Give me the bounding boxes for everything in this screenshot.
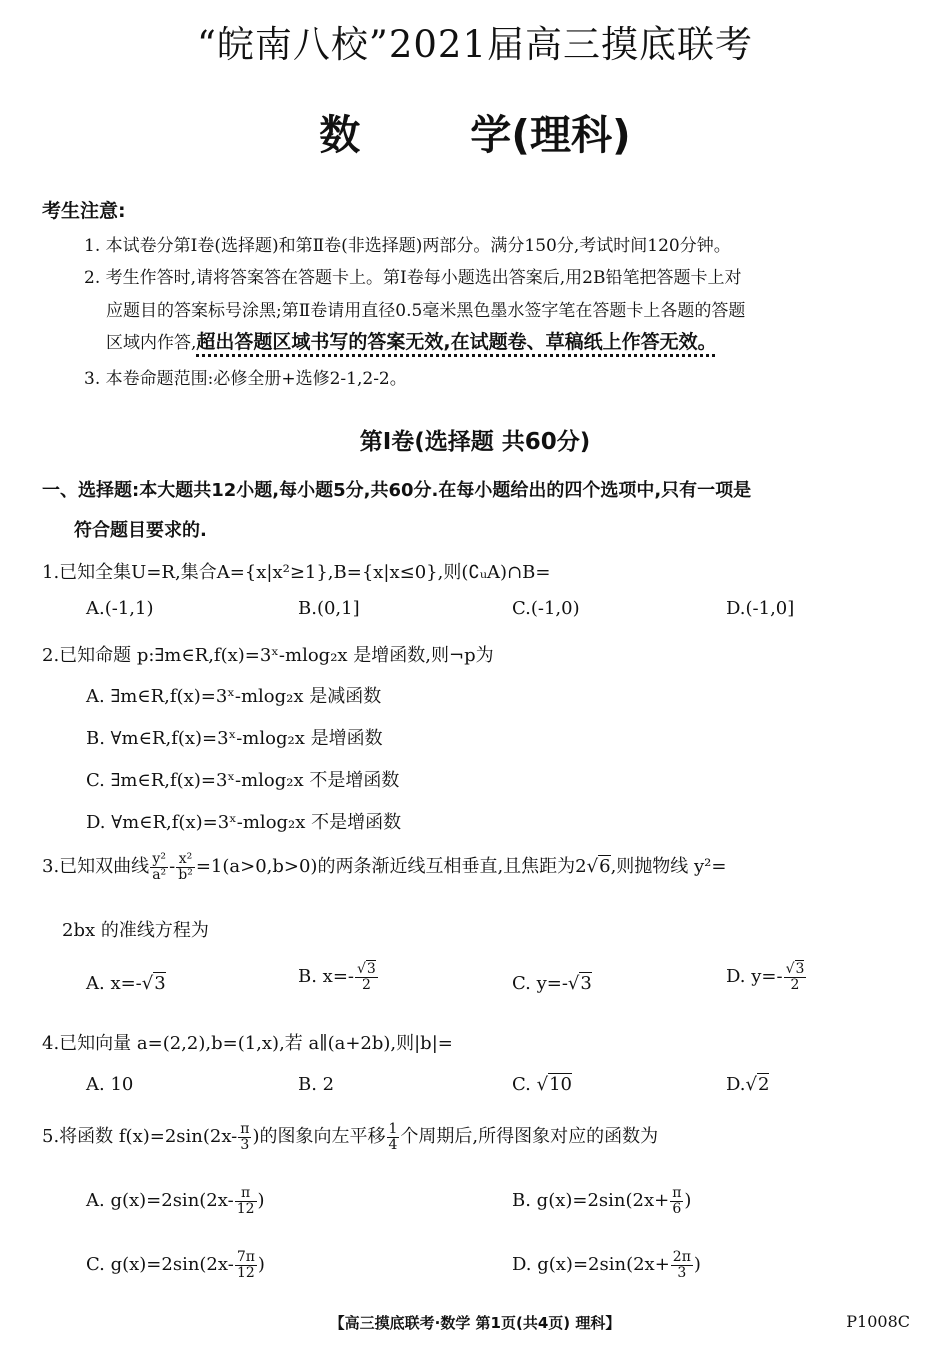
question-1-stem: 1.已知全集U=R,集合A={x|x²≥1},B={x|x≤0},则(∁ᵤA)∩B= (42, 562, 551, 583)
q5-fraction-quarter: $\frac{1}{4}$ (388, 1121, 398, 1153)
question-1-option-a: A.(-1,1) (86, 598, 154, 619)
q3-radicand: 6 (599, 856, 611, 878)
sqrt-icon: √ (536, 1074, 549, 1095)
question-4-stem: 4.已知向量 a=(2,2),b=(1,x),若 a∥(a+2b),则|b|= (42, 1033, 453, 1054)
q5-fraction-pi3: $\frac{\pi}{3}$ (240, 1121, 250, 1153)
question-1-option-d: D.(-1,0] (726, 598, 795, 619)
subject-part1: 数 (319, 111, 361, 159)
question-2-option-c: C. ∃m∈R,f(x)=3ˣ-mlog₂x 不是增函数 (86, 770, 400, 791)
notice-item-2-line-1: 2. 考生作答时,请将答案答在答题卡上。第Ⅰ卷每小题选出答案后,用2B铅笔把答题卡上对 (84, 268, 742, 288)
sqrt-icon: √ (586, 856, 599, 878)
paper-code: P1008C (846, 1312, 910, 1331)
question-3-option-a: A. x=-√3 (86, 973, 166, 994)
question-3-option-d: D. y=- $\frac{√3}{2}$ (726, 961, 805, 993)
notice-text: 区域内作答, (106, 333, 197, 353)
question-5-stem: 5.将函数 f(x)=2sin(2x- $\frac{\pi}{3}$ )的图象向左平移 $\frac{1}{4}$ 个周期后,所得图象对应的函数为 (42, 1121, 659, 1153)
q3-fraction-y: $\frac{\text{y²}}{\text{a²}}$ (152, 851, 167, 883)
q3-prefix: 3.已知双曲线 (42, 856, 150, 878)
sqrt-icon: √ (357, 961, 366, 977)
notice-item-1: 1. 本试卷分第Ⅰ卷(选择题)和第Ⅱ卷(非选择题)两部分。满分150分,考试时间120分钟。 (84, 236, 731, 256)
question-2-option-b: B. ∀m∈R,f(x)=3ˣ-mlog₂x 是增函数 (86, 728, 383, 749)
section-heading: 第Ⅰ卷(选择题 共60分) (359, 429, 591, 455)
question-3-stem-line-2: 2bx 的准线方程为 (62, 920, 209, 941)
q3-fraction-x: $\frac{\text{x²}}{\text{b²}}$ (178, 851, 193, 883)
q3-rest: =1(a>0,b>0)的两条渐近线互相垂直,且焦距为2 (195, 856, 587, 878)
sqrt-icon: √ (785, 961, 795, 977)
question-2-option-a: A. ∃m∈R,f(x)=3ˣ-mlog₂x 是减函数 (86, 686, 382, 707)
notice-item-2-line-2: 应题目的答案标号涂黑;第Ⅱ卷请用直径0.5毫米黑色墨水签字笔在答题卡上各题的答题 (106, 301, 746, 321)
notice-emphasis: 超出答题区域书写的答案无效,在试题卷、草稿纸上作答无效。 (196, 331, 717, 353)
question-1-option-c: C.(-1,0) (512, 598, 580, 619)
q3-b-fraction: $\frac{√3}{2}$ (357, 961, 376, 993)
question-5-option-d: D. g(x)=2sin(2x+ $\frac{2\pi}{3}$ ) (512, 1249, 701, 1281)
sqrt-icon: √ (745, 1074, 757, 1095)
question-2-option-d: D. ∀m∈R,f(x)=3ˣ-mlog₂x 不是增函数 (86, 812, 402, 833)
notice-item-3: 3. 本卷命题范围:必修全册+选修2-1,2-2。 (84, 369, 407, 389)
notice-item-2-line-3 (106, 327, 717, 354)
question-4-option-c: C. √10 (512, 1074, 572, 1095)
question-1-option-b: B.(0,1] (298, 598, 360, 619)
part1-instruction-line-1: 一、选择题:本大题共12小题,每小题5分,共60分.在每小题给出的四个选项中,只有一项是 (42, 480, 752, 501)
q3-rest2: ,则抛物线 y²= (610, 856, 727, 878)
notice-heading: 考生注意: (42, 200, 126, 222)
question-4-option-a: A. 10 (86, 1074, 134, 1095)
q3-d-fraction: $\frac{√3}{2}$ (785, 961, 805, 993)
question-3-option-c: C. y=-√3 (512, 973, 592, 994)
page-footer: 【高三摸底联考·数学 第1页(共4页) 理科】 (329, 1314, 621, 1332)
question-3-option-b: B. x=- $\frac{√3}{2}$ (298, 961, 376, 993)
sqrt-icon: √ (141, 973, 154, 994)
part1-instruction-line-2: 符合题目要求的. (74, 520, 207, 541)
exam-title: “皖南八校”2021届高三摸底联考 (197, 23, 753, 66)
question-4-option-d: D.√2 (726, 1074, 770, 1095)
question-4-option-b: B. 2 (298, 1074, 335, 1095)
subject-part2: 学(理科) (470, 111, 631, 159)
question-5-option-c: C. g(x)=2sin(2x- $\frac{7\pi}{12}$ ) (86, 1249, 265, 1281)
sqrt-icon: √ (567, 973, 580, 994)
q3-minus: - (169, 856, 176, 878)
exam-subject (0, 102, 950, 161)
question-5-option-a: A. g(x)=2sin(2x- $\frac{\pi}{12}$ ) (86, 1185, 265, 1217)
question-3-stem (42, 852, 726, 882)
question-5-option-b: B. g(x)=2sin(2x+ $\frac{\pi}{6}$ ) (512, 1185, 692, 1217)
question-2-stem: 2.已知命题 p:∃m∈R,f(x)=3ˣ-mlog₂x 是增函数,则¬p为 (42, 645, 494, 666)
